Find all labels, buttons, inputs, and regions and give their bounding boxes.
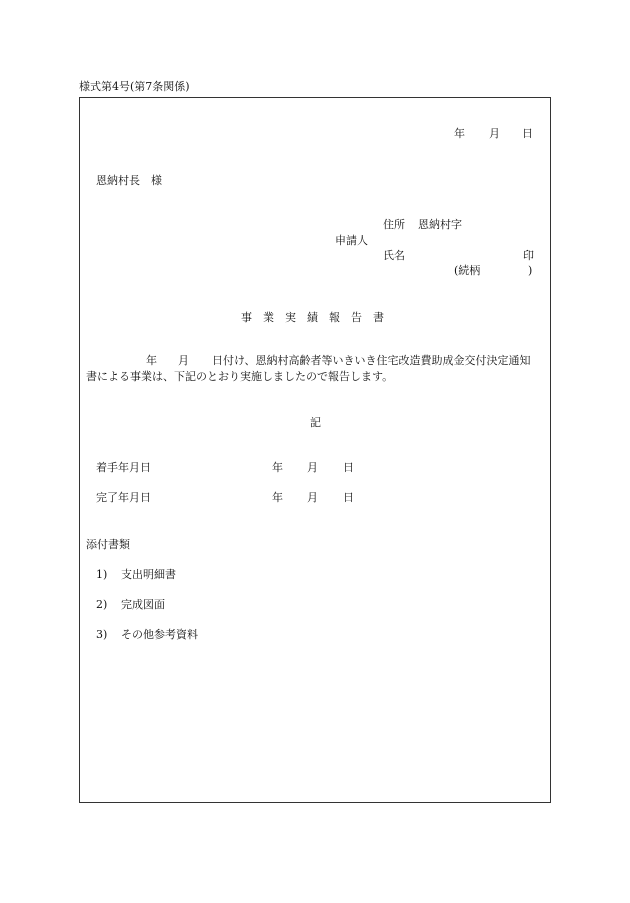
attachment-number: 1) bbox=[96, 568, 108, 581]
ki-marker: 記 bbox=[310, 416, 321, 429]
body-line2: 書による事業は、下記のとおり実施しましたので報告します。 bbox=[86, 370, 394, 383]
attachment-number: 3) bbox=[96, 628, 108, 641]
start-date-label: 着手年月日 bbox=[96, 461, 151, 474]
attachments-heading: 添付書類 bbox=[86, 538, 130, 551]
completion-date-label: 完了年月日 bbox=[96, 491, 151, 504]
body-line1: 日付け、恩納村高齢者等いきいき住宅改造費助成金交付決定通知 bbox=[212, 354, 531, 367]
completion-date-year: 年 bbox=[272, 491, 283, 504]
attachment-number: 2) bbox=[96, 598, 108, 611]
completion-date-month: 月 bbox=[307, 491, 318, 504]
date-day: 日 bbox=[522, 127, 533, 140]
body-year: 年 bbox=[146, 354, 157, 367]
relation-close: ) bbox=[528, 264, 533, 277]
addressee: 恩納村長 様 bbox=[96, 174, 162, 187]
attachment-item: その他参考資料 bbox=[121, 628, 198, 641]
attachment-item: 支出明細書 bbox=[121, 568, 176, 581]
report-form-frame bbox=[79, 97, 551, 803]
seal-mark: 印 bbox=[523, 249, 534, 262]
start-date-year: 年 bbox=[272, 461, 283, 474]
completion-date-day: 日 bbox=[343, 491, 354, 504]
document-title: 事 業 実 績 報 告 書 bbox=[241, 311, 384, 324]
date-month: 月 bbox=[489, 127, 500, 140]
start-date-day: 日 bbox=[343, 461, 354, 474]
name-label: 氏名 bbox=[383, 249, 405, 262]
start-date-month: 月 bbox=[307, 461, 318, 474]
attachment-item: 完成図面 bbox=[121, 598, 165, 611]
applicant-heading: 申請人 bbox=[335, 234, 368, 247]
body-month: 月 bbox=[178, 354, 189, 367]
date-year: 年 bbox=[454, 127, 465, 140]
address-label: 住所 bbox=[383, 218, 405, 231]
relation-open: (続柄 bbox=[454, 264, 481, 277]
address-value: 恩納村字 bbox=[418, 218, 462, 231]
form-number-label: 様式第4号(第7条関係) bbox=[79, 80, 190, 93]
